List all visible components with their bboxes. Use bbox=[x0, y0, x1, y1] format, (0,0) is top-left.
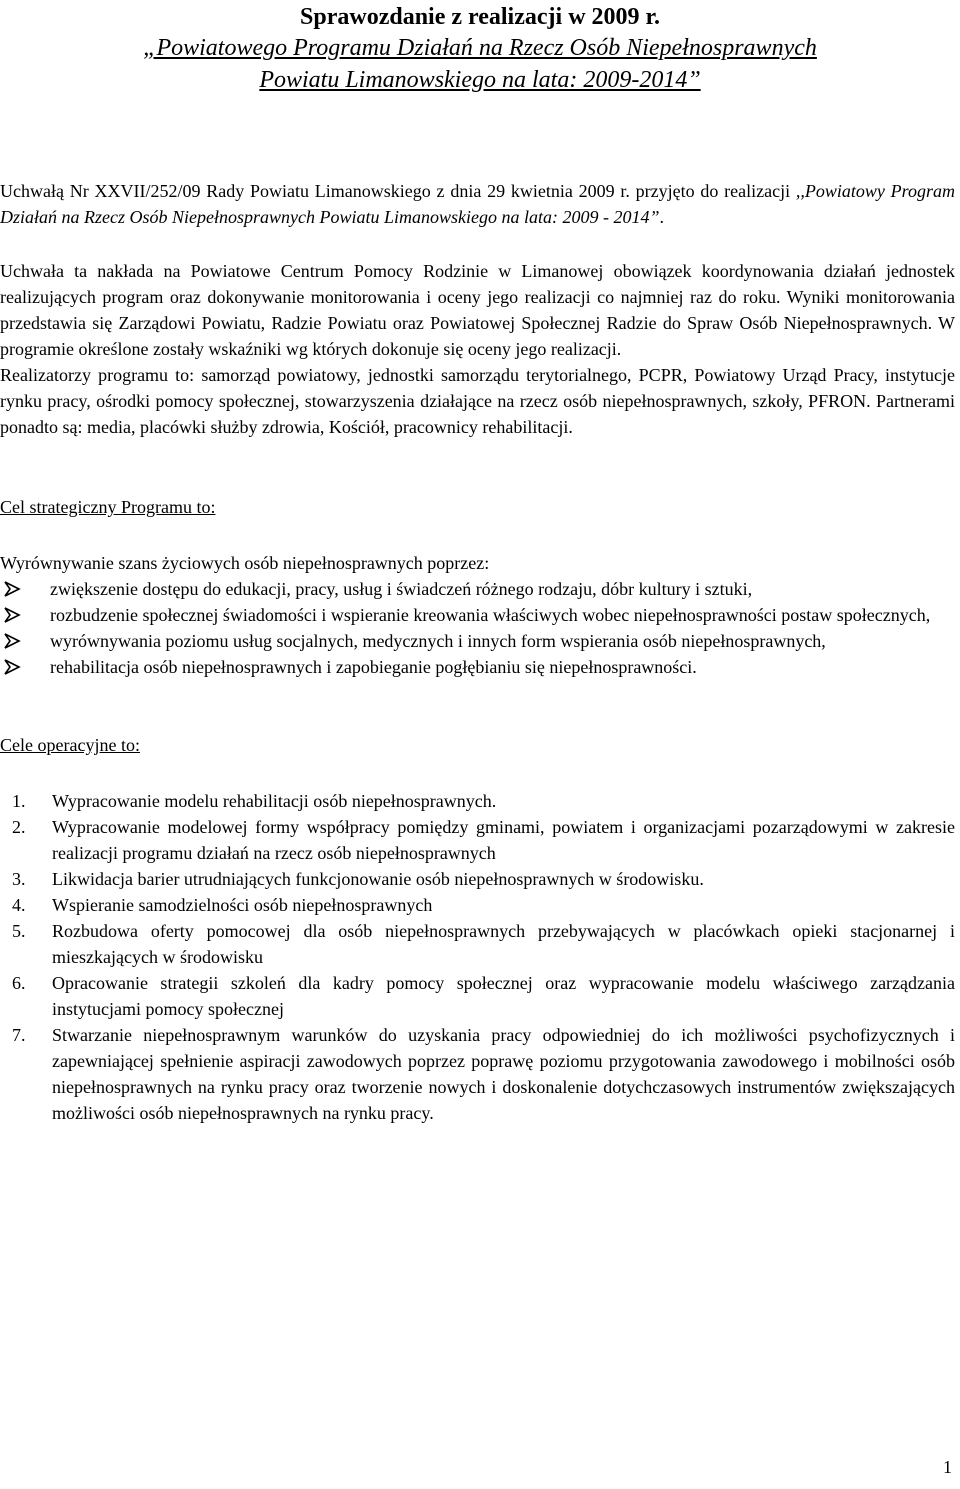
goal-text: Stwarzanie niepełnosprawnym warunków do uzyskania pracy odpowiedniej do ich możliwości psychofizycznych i zapewniającej spełnienie aspiracji zawodowych poprzez poprawę poziomu przygotowania zawodowego i mobilności osób niepełnosprawnych na rynku pracy oraz tworzenie nowych i doskonalenie dotychczasowych instrumentów zwiększających możliwości osób niepełnosprawnych na rynku pracy. bbox=[52, 1025, 955, 1123]
goal-text: Wspieranie samodzielności osób niepełnosprawnych bbox=[52, 895, 433, 915]
intro-end: . bbox=[659, 207, 664, 227]
goal-number: 3. bbox=[12, 869, 26, 889]
goal-number: 6. bbox=[12, 973, 26, 993]
strategic-goal-item bbox=[0, 628, 955, 654]
arrowhead-bullet-icon bbox=[3, 628, 21, 654]
operational-goal-item bbox=[0, 866, 955, 892]
strategic-goal-item bbox=[0, 576, 955, 602]
title-line-2: „Powiatowego Programu Działań na Rzecz Osób Niepełnosprawnych bbox=[143, 35, 817, 61]
strategic-intro: Wyrównywanie szans życiowych osób niepełnosprawnych poprzez: bbox=[0, 553, 490, 573]
operational-goal-item bbox=[0, 970, 955, 1022]
goal-number: 1. bbox=[12, 791, 26, 811]
arrowhead-bullet-icon bbox=[3, 654, 21, 680]
operational-goal-item bbox=[0, 918, 955, 970]
intro-paragraph bbox=[0, 178, 955, 230]
program-name: ,,Powiatowy Program Działań na Rzecz Osób Niepełnosprawnych Powiatu Limanowskiego na lata: 2009 - 2014” bbox=[0, 181, 955, 227]
page-number: 1 bbox=[943, 1457, 952, 1477]
goal-text: Rozbudowa oferty pomocowej dla osób niepełnosprawnych przebywających w placówkach opieki stacjonarnej i mieszkających w środowisku bbox=[52, 921, 955, 967]
strategic-goal-text: zwiększenie dostępu do edukacji, pracy, usług i świadczeń różnego rodzaju, dóbr kultury i sztuki, bbox=[50, 579, 753, 599]
goal-text: Opracowanie strategii szkoleń dla kadry pomocy społecznej oraz wypracowanie modelu właściwego zarządzania instytucjami pomocy społecznej bbox=[52, 973, 955, 1019]
paragraph-resolution: Uchwała ta nakłada na Powiatowe Centrum Pomocy Rodzinie w Limanowej obowiązek koordynowania działań jednostek realizujących program oraz dokonywanie monitorowania i oceny jego realizacji co najmniej raz do roku. Wyniki monitorowania przedstawia się Zarządowi Powiatu, Radzie Powiatu oraz Powiatowej Społecznej Radzie do Spraw Osób Niepełnosprawnych. W programie określone zostały wskaźniki wg których dokonuje się oceny jego realizacji. bbox=[0, 261, 955, 359]
strategic-goals-list bbox=[0, 576, 955, 680]
strategic-goal-text: wyrównywania poziomu usług socjalnych, medycznych i innych form wspierania osób niepełnosprawnych, bbox=[50, 631, 826, 651]
goal-number: 5. bbox=[12, 921, 26, 941]
goal-number: 7. bbox=[12, 1025, 26, 1045]
operational-goal-item bbox=[0, 892, 955, 918]
title-line-3: Powiatu Limanowskiego na lata: 2009-2014” bbox=[259, 67, 701, 93]
operational-goal-item bbox=[0, 1022, 955, 1126]
strategic-goal-item bbox=[0, 602, 955, 628]
strategic-goal-text: rozbudzenie społecznej świadomości i wspieranie kreowania właściwych wobec niepełnosprawności postaw społecznych, bbox=[50, 605, 931, 625]
paragraph-implementers: Realizatorzy programu to: samorząd powiatowy, jednostki samorządu terytorialnego, PCPR, Powiatowy Urząd Pracy, instytucje rynku pracy, ośrodki pomocy społecznej, stowarzyszenia działające na rzecz osób niepełnosprawnych, szkoły, PFRON. Partnerami ponadto są: media, placówki służby zdrowia, Kościół, pracownicy rehabilitacji. bbox=[0, 365, 955, 437]
operational-goals-list bbox=[0, 788, 955, 1126]
document-body bbox=[0, 178, 955, 1126]
intro-text: Uchwałą Nr XXVII/252/09 Rady Powiatu Limanowskiego z dnia 29 kwietnia 2009 r. przyjęto do realizacji bbox=[0, 181, 796, 201]
goal-text: Wypracowanie modelowej formy współpracy pomiędzy gminami, powiatem i organizacjami pozarządowymi w zakresie realizacji programu działań na rzecz osób niepełnosprawnych bbox=[52, 817, 955, 863]
operational-heading: Cele operacyjne to: bbox=[0, 735, 140, 755]
goal-text: Likwidacja barier utrudniających funkcjonowanie osób niepełnosprawnych w środowisku. bbox=[52, 869, 704, 889]
title-line-1: Sprawozdanie z realizacji w 2009 r. bbox=[300, 4, 660, 30]
strategic-goal-text: rehabilitacja osób niepełnosprawnych i zapobieganie pogłębianiu się niepełnosprawności. bbox=[50, 657, 697, 677]
strategic-goal-item bbox=[0, 654, 955, 680]
goal-text: Wypracowanie modelu rehabilitacji osób niepełnosprawnych. bbox=[52, 791, 497, 811]
operational-goal-item bbox=[0, 814, 955, 866]
goal-number: 2. bbox=[12, 817, 26, 837]
arrowhead-bullet-icon bbox=[3, 576, 21, 602]
strategic-heading: Cel strategiczny Programu to: bbox=[0, 497, 216, 517]
arrowhead-bullet-icon bbox=[3, 602, 21, 628]
goal-number: 4. bbox=[12, 895, 26, 915]
operational-goal-item bbox=[0, 788, 955, 814]
document-title bbox=[0, 0, 960, 96]
